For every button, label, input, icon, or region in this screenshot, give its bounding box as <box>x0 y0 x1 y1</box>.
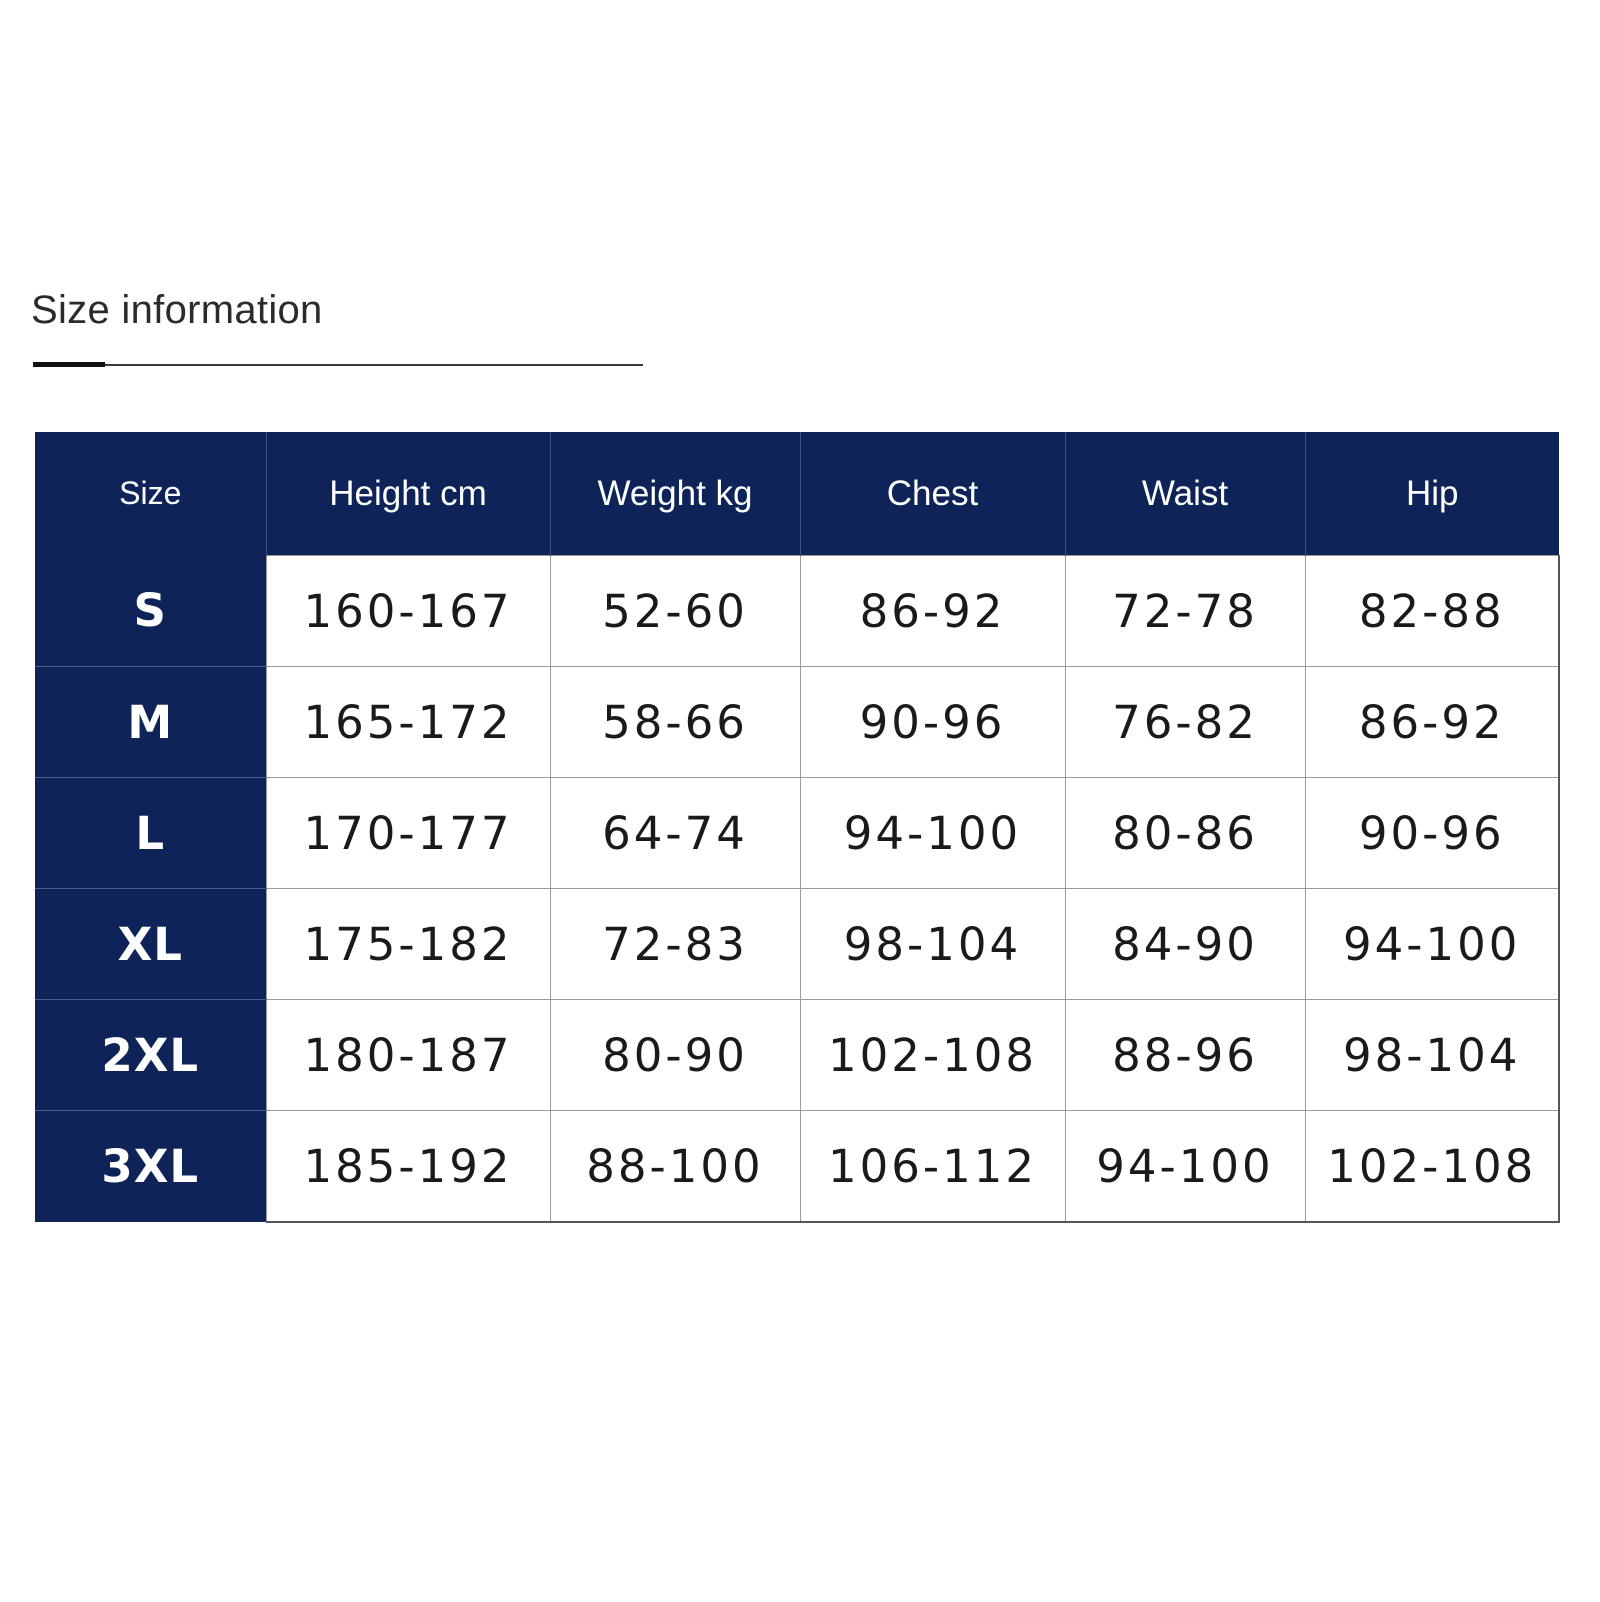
chest-cell: 90-96 <box>800 667 1065 778</box>
weight-cell: 64-74 <box>550 778 800 889</box>
header-waist: Waist <box>1065 432 1305 556</box>
weight-cell: 72-83 <box>550 889 800 1000</box>
height-cell: 175-182 <box>266 889 550 1000</box>
waist-cell: 88-96 <box>1065 1000 1305 1111</box>
size-label: XL <box>35 889 266 1000</box>
hip-cell: 98-104 <box>1305 1000 1559 1111</box>
chest-cell: 98-104 <box>800 889 1065 1000</box>
waist-cell: 94-100 <box>1065 1111 1305 1223</box>
size-label: 3XL <box>35 1111 266 1223</box>
height-cell: 160-167 <box>266 556 550 667</box>
weight-cell: 80-90 <box>550 1000 800 1111</box>
weight-cell: 88-100 <box>550 1111 800 1223</box>
hip-cell: 86-92 <box>1305 667 1559 778</box>
size-label: S <box>35 556 266 667</box>
waist-cell: 76-82 <box>1065 667 1305 778</box>
hip-cell: 82-88 <box>1305 556 1559 667</box>
height-cell: 180-187 <box>266 1000 550 1111</box>
hip-cell: 90-96 <box>1305 778 1559 889</box>
header-hip: Hip <box>1305 432 1559 556</box>
hip-cell: 94-100 <box>1305 889 1559 1000</box>
chest-cell: 94-100 <box>800 778 1065 889</box>
header-chest: Chest <box>800 432 1065 556</box>
table-row <box>35 556 1559 667</box>
table-row <box>35 778 1559 889</box>
section-title: Size information <box>31 288 323 332</box>
size-chart-table <box>35 432 1560 1223</box>
size-label: M <box>35 667 266 778</box>
table-row <box>35 889 1559 1000</box>
header-row <box>35 432 1559 556</box>
weight-cell: 58-66 <box>550 667 800 778</box>
waist-cell: 80-86 <box>1065 778 1305 889</box>
table-row <box>35 667 1559 778</box>
chest-cell: 102-108 <box>800 1000 1065 1111</box>
weight-cell: 52-60 <box>550 556 800 667</box>
chest-cell: 106-112 <box>800 1111 1065 1223</box>
title-underline <box>33 364 643 366</box>
header-weight: Weight kg <box>550 432 800 556</box>
chest-cell: 86-92 <box>800 556 1065 667</box>
header-size: Size <box>35 432 266 556</box>
waist-cell: 72-78 <box>1065 556 1305 667</box>
hip-cell: 102-108 <box>1305 1111 1559 1223</box>
title-underline-accent <box>33 362 105 367</box>
height-cell: 185-192 <box>266 1111 550 1223</box>
header-height: Height cm <box>266 432 550 556</box>
table-row <box>35 1000 1559 1111</box>
height-cell: 165-172 <box>266 667 550 778</box>
table-row <box>35 1111 1559 1223</box>
waist-cell: 84-90 <box>1065 889 1305 1000</box>
size-label: L <box>35 778 266 889</box>
height-cell: 170-177 <box>266 778 550 889</box>
size-label: 2XL <box>35 1000 266 1111</box>
